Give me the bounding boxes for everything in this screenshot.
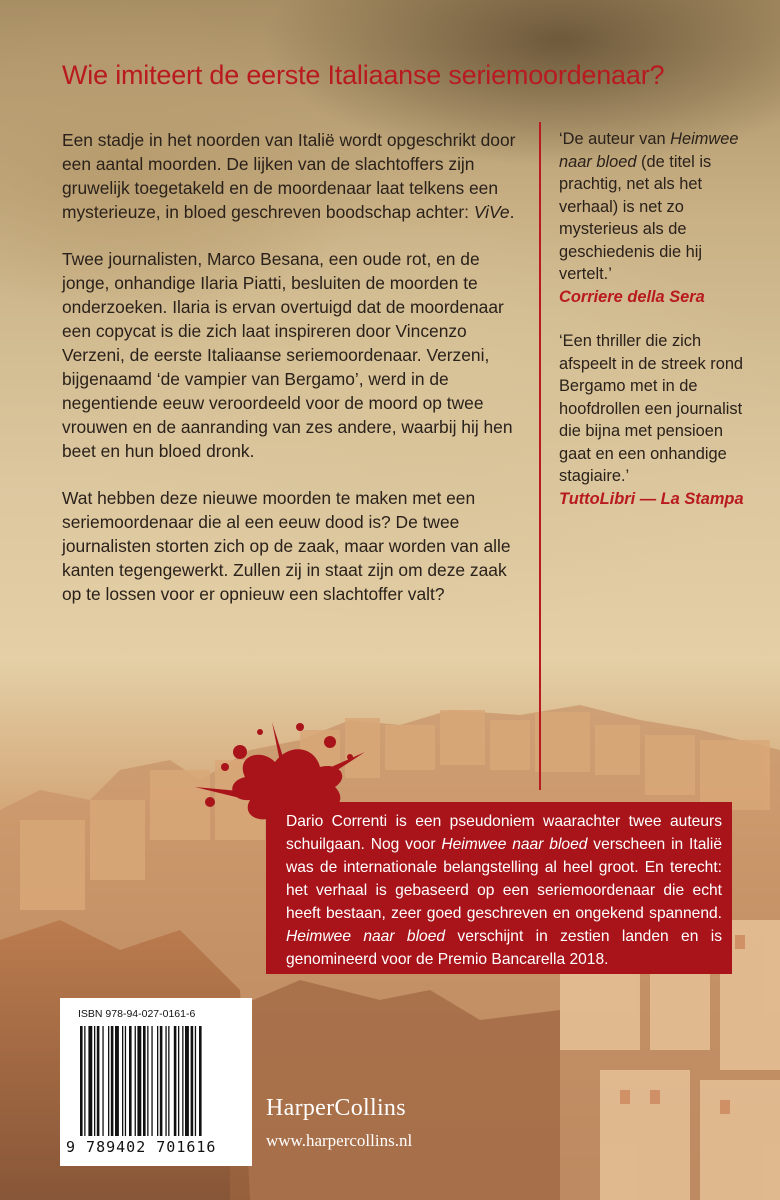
synopsis-paragraph-3: Wat hebben deze nieuwe moorden te maken met een seriemoordenaar die al een eeuw dood is? De twee journalisten storten zich op de zaak, maar worden van alle kanten tegengewerkt. Zullen zij in staat zijn om deze zaak op te lossen voor er opnieuw een slachtoffer valt?	[62, 488, 511, 604]
publisher-logo: HarperCollins	[266, 1095, 406, 1121]
barcode-bar	[185, 1026, 189, 1136]
barcode-bar	[102, 1026, 103, 1136]
quote-source: TuttoLibri — La Stampa	[559, 489, 744, 508]
barcode-bar	[84, 1026, 85, 1136]
barcode-bar	[157, 1026, 158, 1136]
barcode-bar	[199, 1026, 202, 1136]
quote-source: Corriere della Sera	[559, 287, 705, 306]
review-quote: ‘De auteur van Heimwee naar bloed (de titel is prachtig, net als het verhaal) is net zo mysterieus als de geschiedenis die hij vertelt.’ Corriere della Sera	[559, 130, 739, 306]
barcode-bars	[78, 1026, 244, 1136]
barcode-bar	[115, 1026, 119, 1136]
barcode-bar	[80, 1026, 83, 1136]
barcode-bar	[135, 1026, 136, 1136]
barcode-bar	[94, 1026, 95, 1136]
barcode-bar	[182, 1026, 183, 1136]
barcode-bar	[178, 1026, 179, 1136]
author-bio-box: Dario Correnti is een pseudoniem waarachter twee auteurs schuilgaan. Nog voor Heimwee naar bloed verscheen in Italië was de internationale belangstelling al heel groot. En terecht: het verhaal is gebaseerd op een seriemoordenaar die echt heeft bestaan, zeer goed geschreven en ongekend spannend. Heimwee naar bloed verschijnt in zestien landen en is genomineerd voor de Premio Bancarella 2018.	[266, 802, 732, 974]
barcode-digits: 9 789402 701616	[66, 1138, 217, 1156]
publisher-url: www.harpercollins.nl	[266, 1131, 413, 1150]
barcode-bar	[125, 1026, 126, 1136]
isbn-barcode	[60, 998, 252, 1166]
barcode-bar	[195, 1026, 196, 1136]
barcode-bar	[174, 1026, 177, 1136]
barcode-bar	[168, 1026, 169, 1136]
barcode-bar	[143, 1026, 146, 1136]
barcode-bar	[137, 1026, 141, 1136]
isbn-label: ISBN 978-94-027-0161-6	[78, 1008, 196, 1020]
barcode-bar	[88, 1026, 92, 1136]
barcode-bar	[191, 1026, 194, 1136]
barcode-bar	[165, 1026, 166, 1136]
barcode-bar	[108, 1026, 109, 1136]
red-divider-line	[539, 122, 541, 790]
barcode-bar	[160, 1026, 163, 1136]
review-quote: ‘Een thriller die zich afspeelt in de streek rond Bergamo met in de hoofdrollen een journalist die bijna met pensioen gaat en een onhandige stagiaire.’ TuttoLibri — La Stampa	[559, 332, 744, 508]
synopsis-paragraph-1: Een stadje in het noorden van Italië wordt opgeschrikt door een aantal moorden. De lijken van de slachtoffers zijn gruwelijk toegetakeld en de moordenaar laat telkens een mysterieuze, in bloed geschreven boodschap achter: ViVe.	[62, 130, 516, 222]
synopsis	[62, 128, 528, 629]
barcode-bar	[129, 1026, 132, 1136]
review-quotes	[559, 128, 759, 532]
synopsis-paragraph-2: Twee journalisten, Marco Besana, een oude rot, en de jonge, onhandige Ilaria Piatti, besluiten de moorden te onderzoeken. Ilaria is ervan overtuigd dat de moordenaar een copycat is die zich laat inspireren door Vincenzo Verzeni, de eerste Italiaanse seriemoordenaar. Verzeni, bijgenaamd ‘de vampier van Bergamo’, werd in de negentiende eeuw veroordeeld voor de moord op twee vrouwen en de aanranding van zes andere, waarbij hij hen beet en hun bloed dronk.	[62, 249, 513, 461]
barcode-bar	[122, 1026, 123, 1136]
barcode-bar	[97, 1026, 100, 1136]
barcode-bar	[151, 1026, 152, 1136]
headline: Wie imiteert de eerste Italiaanse seriemoordenaar?	[62, 60, 665, 90]
barcode-bar	[111, 1026, 114, 1136]
barcode-bar	[147, 1026, 148, 1136]
